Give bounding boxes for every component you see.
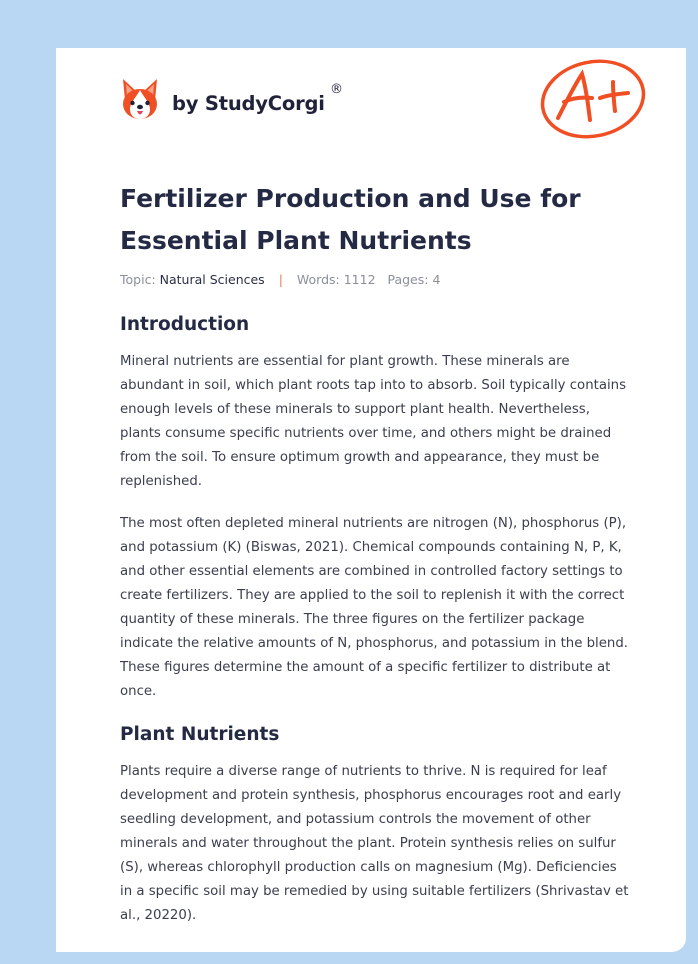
- paragraph: The most often depleted mineral nutrients are nitrogen (N), phosphorus (P), and potassium (K) (Biswas, 2021). Chemical compounds containing N, P, K, and other essential elements are combined in controlled factory settings to create fertilizers. They are applied to the soil to replenish it with the correct quantity of these minerals. The three figures on the fertilizer package indicate the relative amounts of N, phosphorus, and potassium in the blend. These figures determine the amount of a specific fertilizer to distribute at once.: [120, 516, 629, 699]
- registered-mark: ®: [329, 81, 343, 97]
- studycorgi-logo[interactable]: [120, 76, 343, 122]
- section-heading-plant-nutrients: Plant Nutrients: [120, 724, 280, 745]
- document-page: [56, 48, 686, 952]
- grade-badge: [536, 58, 648, 144]
- corgi-icon: [120, 76, 160, 122]
- section-heading-introduction: Introduction: [120, 314, 250, 335]
- pages-label: Pages:: [387, 272, 429, 287]
- a-plus-grade-icon: [536, 58, 648, 140]
- topic-link[interactable]: Natural Sciences: [159, 272, 265, 287]
- words-count: 1112: [343, 272, 376, 287]
- article-title: Fertilizer Production and Use for Essential Plant Nutrients: [120, 184, 581, 255]
- article: [120, 178, 630, 928]
- topic-label: Topic:: [120, 272, 156, 287]
- article-meta: [120, 272, 630, 287]
- paragraph: Mineral nutrients are essential for plant growth. These minerals are abundant in soil, which plant roots tap into to absorb. Soil typically contains enough levels of these minerals to support plant health. Nevertheless, plants consume specific nutrients over time, and others might be drained from the soil. To ensure optimum growth and appearance, they must be replenished.: [120, 354, 627, 489]
- meta-separator: |: [278, 272, 283, 287]
- paragraph: Plants require a diverse range of nutrients to thrive. N is required for leaf development and protein synthesis, phosphorus encourages root and early seedling development, and potassium controls the movement of other minerals and water throughout the plant. Protein synthesis relies on sulfur (S), whereas chlorophyll production calls on magnesium (Mg). Deficiencies in a specific soil may be remedied by using suitable fertilizers (Shrivastav et al., 20220).: [120, 764, 629, 923]
- words-label: Words:: [296, 272, 340, 287]
- pages-count: 4: [432, 272, 441, 287]
- brand-name: by StudyCorgi ®: [172, 81, 343, 115]
